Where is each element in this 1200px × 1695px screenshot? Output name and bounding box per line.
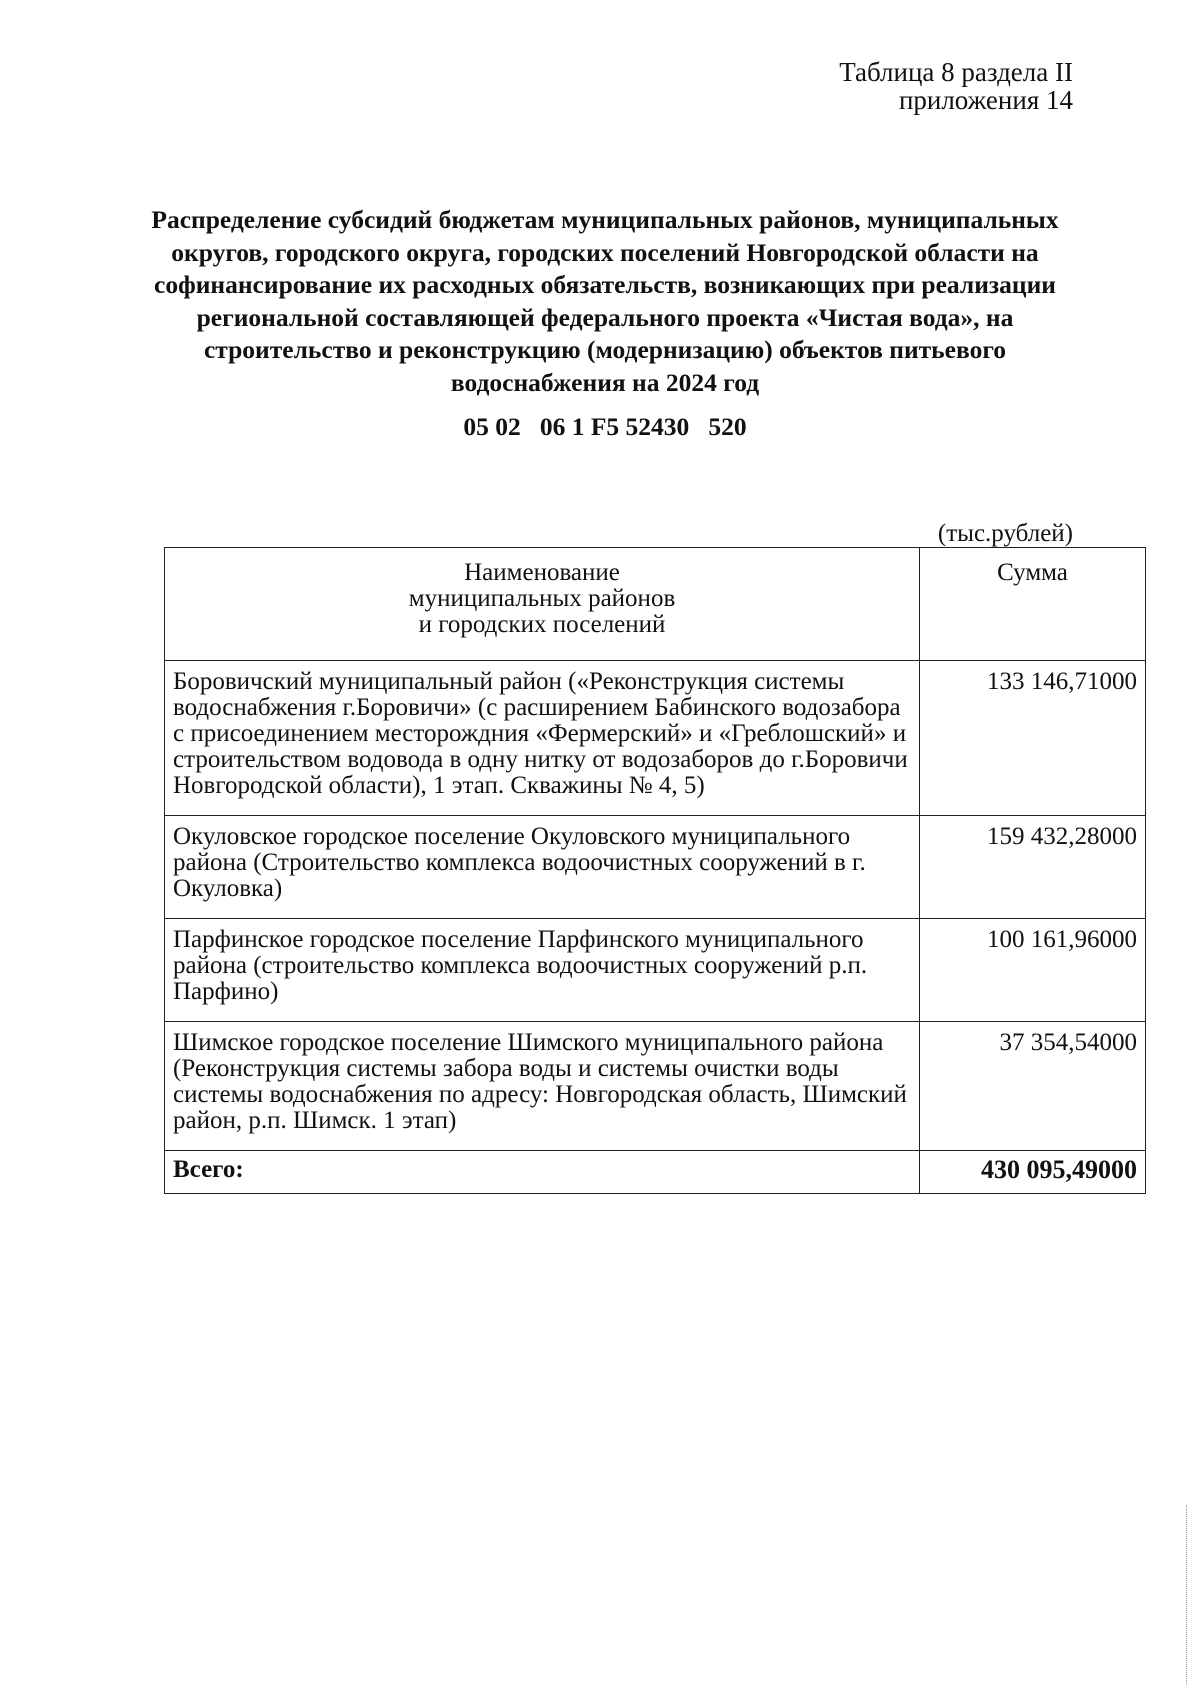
table-row [165, 661, 1146, 816]
scan-edge-mark [1186, 1505, 1188, 1685]
table-reference [839, 58, 1073, 114]
reference-line-1: Таблица 8 раздела II [839, 57, 1073, 87]
table-total-row [165, 1151, 1146, 1194]
row-sum-shimsk: 37 354,54000 [920, 1022, 1146, 1151]
document-title: Распределение субсидий бюджетам муниципальных районов, муниципальных округов, городского округа, городских поселений Новгородской области на софинансирование их расходных обязательств, возникающих при реализации региональной составляющей федерального проекта «Чистая вода», на строительство и реконструкцию (модернизацию) объектов питьевого водоснабжения на 2024 год [151, 205, 1059, 397]
header-name-cell [165, 548, 920, 661]
reference-line-2: приложения 14 [898, 85, 1073, 115]
table-row [165, 919, 1146, 1022]
header-sum-cell: Сумма [920, 548, 1146, 661]
row-name-okulovka: Окуловское городское поселение Окуловского муниципального района (Строительство комплекса водоочистных сооружений в г. Окуловка) [165, 816, 920, 919]
table-header-row [165, 548, 1146, 661]
table-row [165, 1022, 1146, 1151]
header-name-line-3: и городских поселений [418, 611, 666, 638]
row-sum-okulovka: 159 432,28000 [920, 816, 1146, 919]
row-name-parfino: Парфинское городское поселение Парфинского муниципального района (строительство комплекса водоочистных сооружений р.п. Парфино) [165, 919, 920, 1022]
subsidy-table [164, 547, 1146, 1194]
total-label: Всего: [165, 1151, 920, 1194]
table-row [165, 816, 1146, 919]
row-name-borovichi: Боровичский муниципальный район («Реконструкция системы водоснабжения г.Боровичи» (с расширением Бабинского водозабора с присоединением месторождния «Фермерский» и «Греблошский» и строительством водовода в одну нитку от водозаборов до г.Боровичи Новгородской области), 1 этап. Скважины № 4, 5) [165, 661, 920, 816]
header-name-line-1: Наименование [464, 559, 620, 586]
row-sum-parfino: 100 161,96000 [920, 919, 1146, 1022]
total-sum: 430 095,49000 [920, 1151, 1146, 1194]
row-name-shimsk: Шимское городское поселение Шимского муниципального района (Реконструкция системы забора воды и системы очистки воды системы водоснабжения по адресу: Новгородская область, Шимский район, р.п. Шимск. 1 этап) [165, 1022, 920, 1151]
row-sum-borovichi: 133 146,71000 [920, 661, 1146, 816]
units-label: (тыс.рублей) [937, 520, 1073, 547]
budget-classification-code: 05 02 06 1 F5 52430 520 [463, 412, 747, 441]
header-name-line-2: муниципальных районов [408, 585, 676, 612]
